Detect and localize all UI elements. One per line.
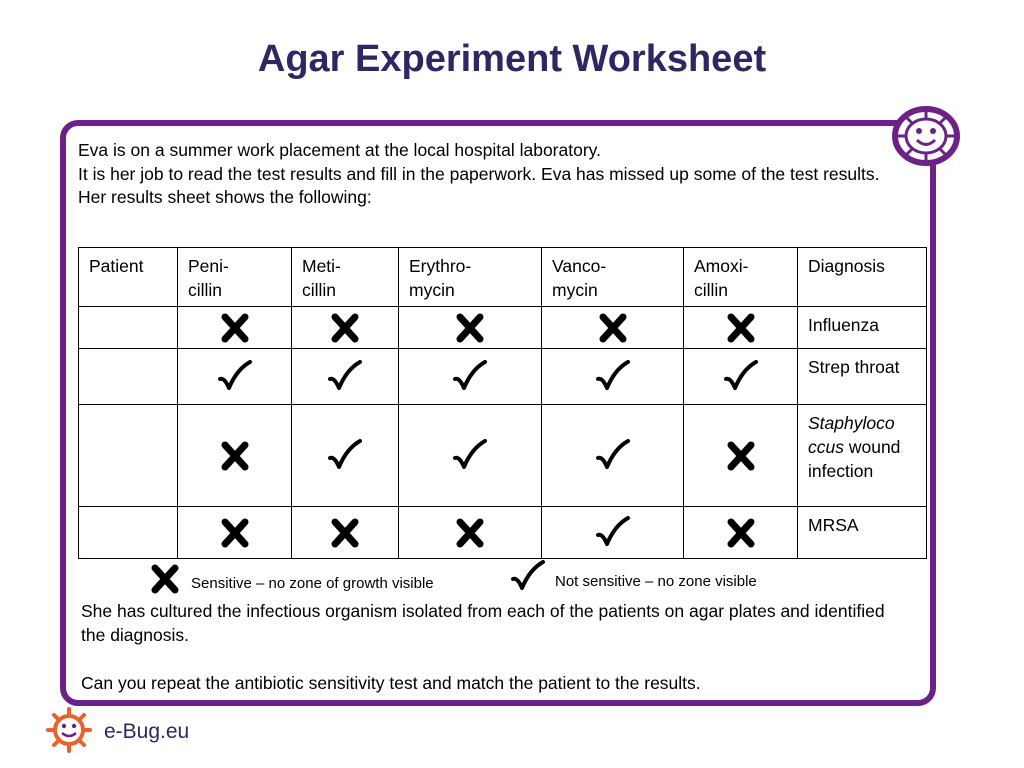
patient-cell[interactable] bbox=[79, 405, 178, 507]
result-cell bbox=[292, 405, 399, 507]
table-row bbox=[79, 405, 927, 507]
result-cell bbox=[399, 405, 542, 507]
result-cell bbox=[399, 507, 542, 559]
result-cell bbox=[684, 349, 798, 405]
check-icon bbox=[399, 439, 541, 473]
table-row bbox=[79, 507, 927, 559]
legend-check-icon bbox=[510, 560, 546, 599]
legend-check-label: Not sensitive – no zone visible bbox=[555, 573, 757, 590]
header-patient: Patient bbox=[79, 248, 178, 307]
result-cell bbox=[684, 405, 798, 507]
result-cell bbox=[292, 507, 399, 559]
result-cell bbox=[684, 307, 798, 349]
result-cell bbox=[178, 507, 292, 559]
table-header-row bbox=[79, 248, 927, 307]
header-diagnosis: Diagnosis bbox=[798, 248, 927, 307]
cross-icon bbox=[292, 311, 398, 345]
check-icon bbox=[542, 439, 683, 473]
cross-icon bbox=[542, 311, 683, 345]
diagnosis-cell: MRSA bbox=[798, 507, 927, 559]
header-erythromycin: Erythro- mycin bbox=[399, 248, 542, 307]
cross-icon bbox=[399, 311, 541, 345]
result-cell bbox=[178, 307, 292, 349]
diagnosis-cell: Strep throat bbox=[798, 349, 927, 405]
cross-icon bbox=[399, 516, 541, 550]
header-vancomycin: Vanco- mycin bbox=[542, 248, 684, 307]
intro-line: It is her job to read the test results and fill in the paperwork. Eva has missed up some of the test results. bbox=[78, 163, 880, 184]
cross-icon bbox=[178, 311, 291, 345]
result-cell bbox=[542, 349, 684, 405]
cross-icon bbox=[684, 516, 797, 550]
patient-cell[interactable] bbox=[79, 307, 178, 349]
cross-icon bbox=[292, 516, 398, 550]
e-bug-logo-icon bbox=[44, 705, 94, 755]
intro-text bbox=[78, 139, 918, 210]
cross-icon bbox=[178, 439, 291, 473]
table-row bbox=[79, 349, 927, 405]
result-cell bbox=[542, 307, 684, 349]
legend-cross-label: Sensitive – no zone of growth visible bbox=[191, 575, 434, 592]
result-cell bbox=[684, 507, 798, 559]
header-meticillin: Meti- cillin bbox=[292, 248, 399, 307]
cross-icon bbox=[684, 311, 797, 345]
check-icon bbox=[292, 439, 398, 473]
check-icon bbox=[542, 516, 683, 550]
paragraph-culture: She has cultured the infectious organism isolated from each of the patients on agar plates and identified the diagnosis. bbox=[81, 601, 885, 645]
paragraph-question: Can you repeat the antibiotic sensitivity test and match the patient to the results. bbox=[81, 673, 701, 693]
result-cell bbox=[178, 349, 292, 405]
result-cell bbox=[399, 349, 542, 405]
check-icon bbox=[542, 360, 683, 394]
diagnosis-italic: Staphyloco ccus bbox=[808, 413, 895, 457]
legend-cross-icon bbox=[148, 562, 182, 601]
header-penicillin: Peni- cillin bbox=[178, 248, 292, 307]
patient-cell[interactable] bbox=[79, 507, 178, 559]
table-row bbox=[79, 307, 927, 349]
result-cell bbox=[178, 405, 292, 507]
result-cell bbox=[292, 307, 399, 349]
patient-cell[interactable] bbox=[79, 349, 178, 405]
diagnosis-rest: wound infection bbox=[808, 437, 901, 481]
result-cell bbox=[399, 307, 542, 349]
diagnosis-cell bbox=[798, 405, 927, 507]
check-icon bbox=[399, 360, 541, 394]
diagnosis-cell: Influenza bbox=[798, 307, 927, 349]
result-cell bbox=[542, 405, 684, 507]
check-icon bbox=[292, 360, 398, 394]
cross-icon bbox=[684, 439, 797, 473]
result-cell bbox=[542, 507, 684, 559]
brand-text: e-Bug.eu bbox=[104, 720, 190, 743]
intro-line: Eva is on a summer work placement at the local hospital laboratory. bbox=[78, 140, 601, 160]
intro-line: Her results sheet shows the following: bbox=[78, 187, 372, 207]
page-title: Agar Experiment Worksheet bbox=[257, 38, 767, 80]
check-icon bbox=[178, 360, 291, 394]
result-cell bbox=[292, 349, 399, 405]
cross-icon bbox=[178, 516, 291, 550]
header-amoxicillin: Amoxi- cillin bbox=[684, 248, 798, 307]
results-table bbox=[78, 247, 927, 559]
check-icon bbox=[684, 360, 797, 394]
